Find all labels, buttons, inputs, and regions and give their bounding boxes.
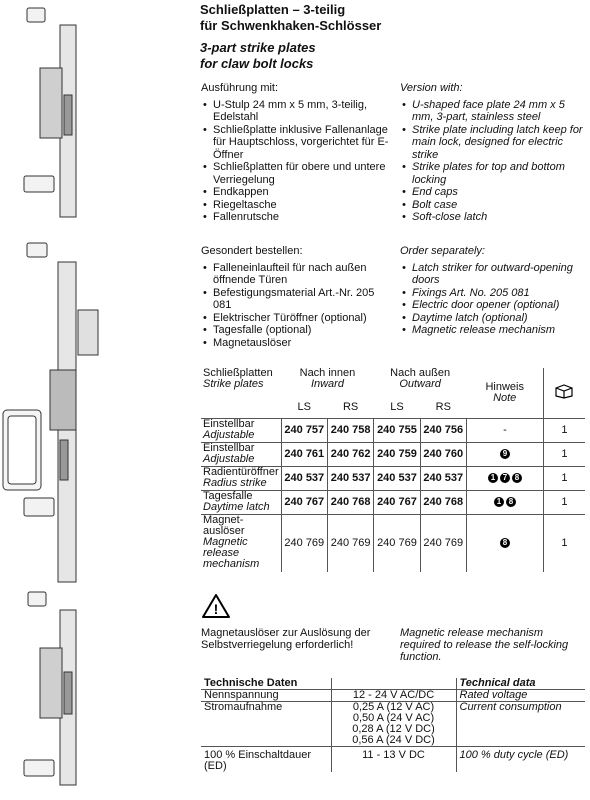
tech-label-en: Current consumption [456,702,585,714]
cell-value: 240 768 [420,490,466,514]
list-item: • Befestigungsmaterial Art.-Nr. 205 081 [201,287,391,312]
table-row [201,418,585,442]
strike-plate-illustration [0,0,190,800]
warning-de: Magnetauslöser zur Auslösung der Selbstverriegelung erforderlich! [201,627,371,651]
row-en: Daytime latch [203,500,270,513]
cell-value: 240 759 [374,442,420,466]
outward-de: Nach außen [390,367,451,379]
title-de [200,2,381,34]
tech-value: 0,25 A (12 V AC) [331,702,456,714]
list-item: • Strike plate including latch keep for main lock, designed for electric strike [400,124,585,162]
row-de: Einstellbar [203,441,255,454]
row-label [201,466,281,490]
list-item: • Magnetic release mechanism [400,324,585,337]
header-note [466,368,543,418]
cell-value: 240 537 [420,466,466,490]
row-label [201,442,281,466]
version-de-head: Ausführung mit: [201,82,279,94]
list-item: • U-shaped face plate 24 mm x 5 mm, 3-part, stainless steel [400,99,585,124]
tech-label: 100 % Einschaltdauer (ED) [204,749,312,772]
version-de [201,82,391,224]
cell-value: 240 537 [281,466,327,490]
note-badge: 7 [500,473,510,483]
list-item: • Daytime latch (optional) [400,312,585,325]
cell-value: 240 769 [281,514,327,572]
inward-de: Nach innen [299,367,356,379]
header-de: Schließplatten [203,367,273,379]
strike-plate-table [201,368,585,572]
cell-value: 240 537 [374,466,420,490]
note-en: Note [493,391,517,404]
list-item: • Riegeltasche [201,199,391,212]
cell-note: - [466,418,543,442]
title-de-line2: für Schwenkhaken-Schlösser [200,18,382,33]
list-item: • Fixings Art. No. 205 081 [400,287,585,300]
cell-value: 240 769 [327,514,373,572]
tech-label-en: 100 % duty cycle (ED) [456,747,585,773]
cell-qty: 1 [543,514,585,572]
list-item: • Electric door opener (optional) [400,299,585,312]
list-item: • Endkappen [201,186,391,199]
table-row [201,466,585,490]
col-rs: RS [435,401,451,414]
note-badge: 1 [494,497,504,507]
cell-value: 240 758 [327,418,373,442]
tech-label: Stromaufnahme [204,701,283,713]
list-item: • Elektrischer Türöffner (optional) [201,312,391,325]
title-en-line1: 3-part strike plates [200,40,316,55]
note-de: Hinweis [485,380,524,393]
version-en [400,82,585,224]
col-ls: LS [297,401,312,414]
cell-qty: 1 [543,490,585,514]
list-item: • End caps [400,186,585,199]
order-de-head: Gesondert bestellen: [201,245,303,257]
table-row [201,747,585,773]
row-label [201,514,281,572]
list-item: • Soft-close latch [400,211,585,224]
col-rs: RS [342,401,359,414]
col-ls: LS [390,401,404,414]
title-en [200,40,316,72]
tech-data-table [201,678,585,772]
cell-value: 240 767 [281,490,327,514]
order-en [400,245,585,337]
cell-value: 240 761 [281,442,327,466]
list-item: • Magnetauslöser [201,337,391,350]
table-row [201,735,585,747]
title-de-line1: Schließplatten – 3-teilig [200,2,346,17]
cell-value: 240 769 [420,514,466,572]
row-label [201,490,281,514]
header-en: Strike plates [203,378,264,390]
cell-note [466,514,543,572]
note-badge: 8 [512,473,522,483]
list-item: • Schließplatte inklusive Fallenanlage für Hauptschloss, vorgerichtet für E-Öffner [201,124,391,162]
row-en: Radius strike [203,476,267,489]
cell-value: 240 769 [374,514,420,572]
row-en: Magnetic release mechanism [203,535,260,570]
cell-value: 240 760 [420,442,466,466]
cell-value: 240 768 [327,490,373,514]
warning-symbol: ! [213,601,219,617]
list-item: • Tagesfalle (optional) [201,324,391,337]
row-label [201,418,281,442]
cell-note [466,466,543,490]
list-item: • Bolt case [400,199,585,212]
note-badge: 9 [500,449,510,459]
inward-en: Inward [310,378,344,390]
warning-en: Magnetic release mechanism required to release the self-locking function. [400,627,569,663]
note-badge: 8 [500,538,510,548]
title-en-line2: for claw bolt locks [200,56,314,71]
table-row [201,514,585,572]
cell-qty: 1 [543,466,585,490]
list-item: • U-Stulp 24 mm x 5 mm, 3-teilig, Edelstahl [201,99,391,124]
cell-value: 240 537 [327,466,373,490]
list-item: • Fallenrutsche [201,211,391,224]
order-en-head: Order separately: [400,245,485,257]
cell-note [466,490,543,514]
table-row [201,442,585,466]
tech-label: Nennspannung [204,689,279,701]
row-en: Adjustable [203,428,255,441]
note-badge: 1 [488,473,498,483]
tech-value: 12 - 24 V AC/DC [331,690,456,702]
tech-head-de: Technische Daten [204,677,298,689]
cell-value: 240 755 [374,418,420,442]
tech-value: 0,56 A (24 V DC) [331,735,456,747]
tech-value: 0,28 A (12 V DC) [331,724,456,735]
row-de: Radientüröffner [203,465,279,478]
order-de [201,245,391,349]
row-de: Magnet- auslöser [203,513,245,537]
header-strike-plates [201,368,281,418]
table-row [201,490,585,514]
tech-label-en: Rated voltage [456,690,585,702]
tech-value: 0,50 A (24 V AC) [331,713,456,724]
cell-value: 240 757 [281,418,327,442]
tech-value: 11 - 13 V DC [331,747,456,773]
outward-en: Outward [399,378,441,390]
header-outward [374,368,467,398]
package-icon [543,368,585,418]
note-badge: 8 [506,497,516,507]
cell-note [466,442,543,466]
header-inward [281,368,374,398]
row-de: Einstellbar [203,417,255,430]
list-item: • Latch striker for outward-opening doors [400,262,585,287]
table-row [201,690,585,702]
cell-qty: 1 [543,442,585,466]
cell-qty: 1 [543,418,585,442]
list-item: • Schließplatten für obere und untere Verriegelung [201,161,391,186]
version-en-head: Version with: [400,82,463,94]
cell-value: 240 767 [374,490,420,514]
tech-head-en: Technical data [456,678,585,690]
list-item: • Falleneinlaufteil für nach außen öffnende Türen [201,262,391,287]
list-item: • Strike plates for top and bottom locking [400,161,585,186]
cell-value: 240 762 [327,442,373,466]
row-de: Tagesfalle [203,489,253,502]
row-en: Adjustable [203,452,255,465]
warning-icon [201,593,231,619]
cell-value: 240 756 [420,418,466,442]
